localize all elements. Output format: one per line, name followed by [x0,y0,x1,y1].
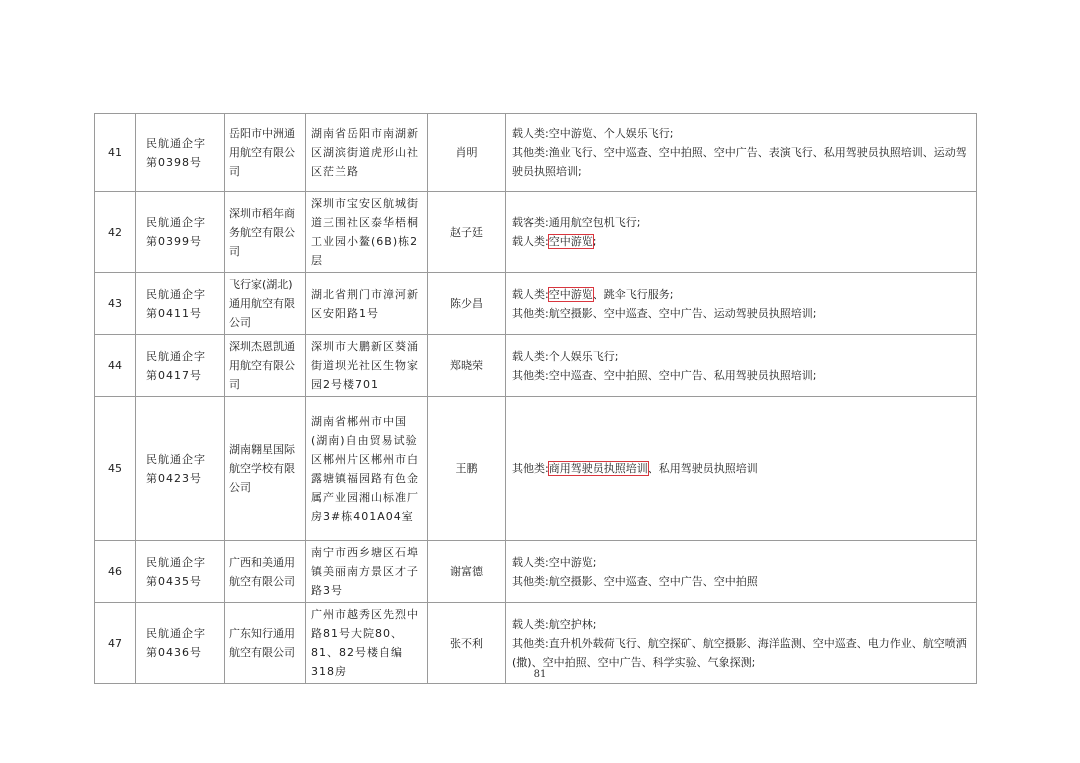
business-scope-text: 载客类:通用航空包机飞行; [512,216,641,229]
highlighted-text: 空中游览 [548,235,593,248]
company-address: 湖南省郴州市中国(湖南)自由贸易试验区郴州片区郴州市白露塘镇福园路有色金属产业园湘山标准厂房3#栋401A04室 [306,397,428,541]
business-scope [506,114,977,192]
table-row [95,397,977,541]
company-name: 湖南翱星国际航空学校有限公司 [225,397,306,541]
license-number [136,273,225,335]
business-scope-line [512,232,970,251]
license-number-line: 民航通企字 [146,627,206,640]
business-scope [506,273,977,335]
business-scope-line [512,347,970,366]
business-scope-line [512,143,970,181]
license-number-line: 第0411号 [146,306,202,320]
business-scope-text: 其他类:渔业飞行、空中巡查、空中拍照、空中广告、表演飞行、私用驾驶员执照培训、运动驾驶员执照培训; [512,146,967,178]
business-scope-text: 其他类:空中巡查、空中拍照、空中广告、私用驾驶员执照培训; [512,368,817,382]
license-number [136,114,225,192]
table-row [95,192,977,273]
license-number-line: 第0436号 [146,646,202,659]
company-address: 深圳市大鹏新区葵涌街道坝光社区生物家园2号楼701 [306,335,428,397]
business-scope-text: 载人类:空中游览; [512,555,597,569]
license-number-line: 民航通企字 [146,555,206,569]
legal-representative: 郑晓荣 [428,335,506,397]
legal-representative: 王鹏 [428,397,506,541]
business-scope-text: ; [592,235,597,248]
row-number: 47 [95,603,136,684]
company-name: 广东知行通用航空有限公司 [225,603,306,684]
business-scope-text: 其他类:航空摄影、空中巡查、空中广告、运动驾驶员执照培训; [512,306,817,320]
business-scope [506,335,977,397]
table-row [95,541,977,603]
business-scope-text: 其他类: [512,462,549,475]
company-name: 岳阳市中洲通用航空有限公司 [225,114,306,192]
business-scope-text: 、跳伞飞行服务; [592,287,674,301]
company-name: 广西和美通用航空有限公司 [225,541,306,603]
highlighted-text: 商用驾驶员执照培训 [548,462,648,475]
business-scope-text: 载人类:空中游览、个人娱乐飞行; [512,127,674,140]
business-scope-line [512,634,970,672]
row-number: 41 [95,114,136,192]
license-number-line: 第0423号 [146,471,202,485]
business-scope-line [512,124,970,143]
business-scope-text: 载人类:航空护林; [512,617,597,631]
license-number-line: 民航通企字 [146,216,206,229]
company-address: 湖北省荆门市漳河新区安阳路1号 [306,273,428,335]
business-scope-line [512,304,970,323]
legal-representative: 张不利 [428,603,506,684]
license-number-line: 民航通企字 [146,136,206,150]
license-number-line: 民航通企字 [146,349,206,363]
company-address: 深圳市宝安区航城街道三围社区泰华梧桐工业园小鳌(6B)栋2层 [306,192,428,273]
page-number: 81 [533,669,547,680]
business-scope-text: 载人类: [512,287,549,301]
business-scope-text: 、私用驾驶员执照培训 [647,462,758,475]
company-address: 广州市越秀区先烈中路81号大院80、81、82号楼自编318房 [306,603,428,684]
license-number-line: 民航通企字 [146,452,206,466]
legal-representative: 陈少昌 [428,273,506,335]
business-scope-line [512,615,970,634]
license-number [136,335,225,397]
license-number-line: 第0435号 [146,574,202,588]
legal-representative: 谢富德 [428,541,506,603]
license-table [94,113,977,684]
business-scope [506,397,977,541]
business-scope-line [512,553,970,572]
license-number [136,192,225,273]
business-scope-text: 其他类:航空摄影、空中巡查、空中广告、空中拍照 [512,574,758,588]
table-row [95,335,977,397]
row-number: 43 [95,273,136,335]
company-address: 湖南省岳阳市南湖新区湖滨街道虎形山社区茫兰路 [306,114,428,192]
business-scope-line [512,366,970,385]
business-scope-text: 载人类:个人娱乐飞行; [512,349,619,363]
license-number [136,541,225,603]
license-number-line: 第0417号 [146,368,202,382]
row-number: 46 [95,541,136,603]
business-scope-line [512,285,970,304]
license-number-line: 民航通企字 [146,287,206,301]
license-number [136,397,225,541]
company-address: 南宁市西乡塘区石埠镇美丽南方景区才子路3号 [306,541,428,603]
legal-representative: 赵子廷 [428,192,506,273]
row-number: 45 [95,397,136,541]
company-name: 飞行家(湖北)通用航空有限公司 [225,273,306,335]
business-scope-line [512,213,970,232]
business-scope [506,541,977,603]
company-name: 深圳市稻年商务航空有限公司 [225,192,306,273]
business-scope-text: 其他类:直升机外载荷飞行、航空探矿、航空摄影、海洋监测、空中巡查、电力作业、航空喷洒(撒)、空中拍照、空中广告、科学实验、气象探测; [512,636,967,669]
company-name: 深圳杰恩凯通用航空有限公司 [225,335,306,397]
table-row [95,273,977,335]
business-scope-line [512,572,970,591]
business-scope-line [512,459,970,478]
table-row [95,114,977,192]
license-table-body [95,114,977,684]
row-number: 44 [95,335,136,397]
business-scope [506,192,977,273]
row-number: 42 [95,192,136,273]
license-number-line: 第0399号 [146,235,202,248]
license-number-line: 第0398号 [146,155,202,169]
legal-representative: 肖明 [428,114,506,192]
business-scope-text: 载人类: [512,235,549,248]
highlighted-text: 空中游览 [548,287,593,301]
